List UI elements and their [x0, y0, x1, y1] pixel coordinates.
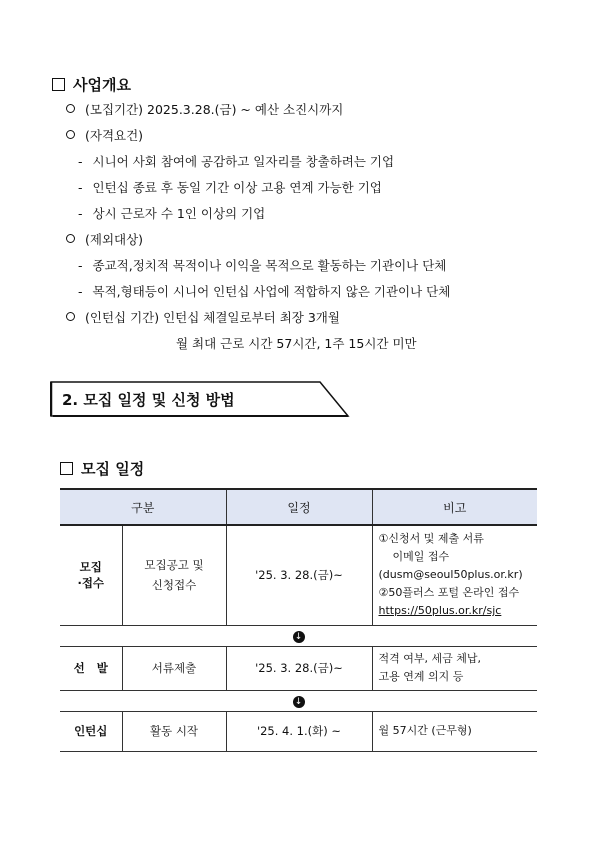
overview-subitem: - 시니어 사회 참여에 공감하고 일자리를 창출하려는 기업 [78, 154, 395, 169]
overview-item: (모집기간) 2025.3.28.(금) ~ 예산 소진시까지 [66, 100, 343, 118]
section-title: 2. 모집 일정 및 신청 방법 [62, 391, 235, 409]
checkbox-square-icon [52, 78, 65, 91]
table-header-row [60, 489, 537, 525]
row-date: '25. 3. 28.(금)~ [226, 525, 372, 625]
row-notes: 월 57시간 (근무형) [372, 711, 537, 751]
portal-link[interactable]: https://50plus.or.kr/sjc [378, 604, 502, 618]
overview-note: 월 최대 근로 시간 57시간, 1주 15시간 미만 [176, 336, 417, 351]
overview-subitem: - 종교적,정치적 목적이나 이익을 목적으로 활동하는 기관이나 단체 [78, 258, 447, 273]
overview-item: (인턴십 기간) 인턴십 체결일로부터 최장 3개월 [66, 308, 340, 326]
arrow-row [60, 625, 537, 646]
dash-bullet-icon: - [78, 206, 83, 221]
overview-subitem: - 인턴십 종료 후 동일 기간 이상 고용 연계 가능한 기업 [78, 180, 382, 195]
arrow-down-circle-icon: ↓ [293, 631, 305, 643]
overview-subitem: - 상시 근로자 수 1인 이상의 기업 [78, 206, 266, 221]
row-label: 모집 ·접수 [60, 525, 122, 625]
dash-bullet-icon: - [78, 284, 83, 299]
header-category: 구분 [60, 489, 226, 525]
checkbox-square-icon [60, 462, 73, 475]
header-notes: 비고 [372, 489, 537, 525]
table-row [60, 525, 537, 625]
row-date: '25. 4. 1.(화) ~ [226, 711, 372, 751]
dash-bullet-icon: - [78, 258, 83, 273]
arrow-row [60, 690, 537, 711]
row-task: 활동 시작 [122, 711, 226, 751]
row-notes: ①신청서 및 제출 서류 이메일 접수 (dusm@seoul50plus.or.kr) ②50플러스 포털 온라인 접수 https://50plus.or.kr/sjc [372, 525, 537, 625]
schedule-heading: 모집 일정 [60, 458, 144, 479]
table-row [60, 711, 537, 751]
overview-item: (자격요건) [66, 126, 143, 144]
overview-heading: 사업개요 [52, 74, 131, 95]
row-notes: 적격 여부, 세금 체납, 고용 연계 의지 등 [372, 646, 537, 690]
circle-bullet-icon [66, 130, 75, 139]
circle-bullet-icon [66, 312, 75, 321]
table-row [60, 646, 537, 690]
row-task: 모집공고 및 신청접수 [122, 525, 226, 625]
row-task: 서류제출 [122, 646, 226, 690]
overview-item: (제외대상) [66, 230, 143, 248]
header-schedule: 일정 [226, 489, 372, 525]
row-label: 인턴십 [60, 711, 122, 751]
overview-subitem: - 목적,형태등이 시니어 인턴십 사업에 적합하지 않은 기관이나 단체 [78, 284, 451, 299]
schedule-table [60, 488, 537, 752]
circle-bullet-icon [66, 104, 75, 113]
row-date: '25. 3. 28.(금)~ [226, 646, 372, 690]
circle-bullet-icon [66, 234, 75, 243]
dash-bullet-icon: - [78, 180, 83, 195]
dash-bullet-icon: - [78, 154, 83, 169]
arrow-down-circle-icon: ↓ [293, 696, 305, 708]
section-banner [50, 381, 350, 417]
row-label: 선 발 [60, 646, 122, 690]
